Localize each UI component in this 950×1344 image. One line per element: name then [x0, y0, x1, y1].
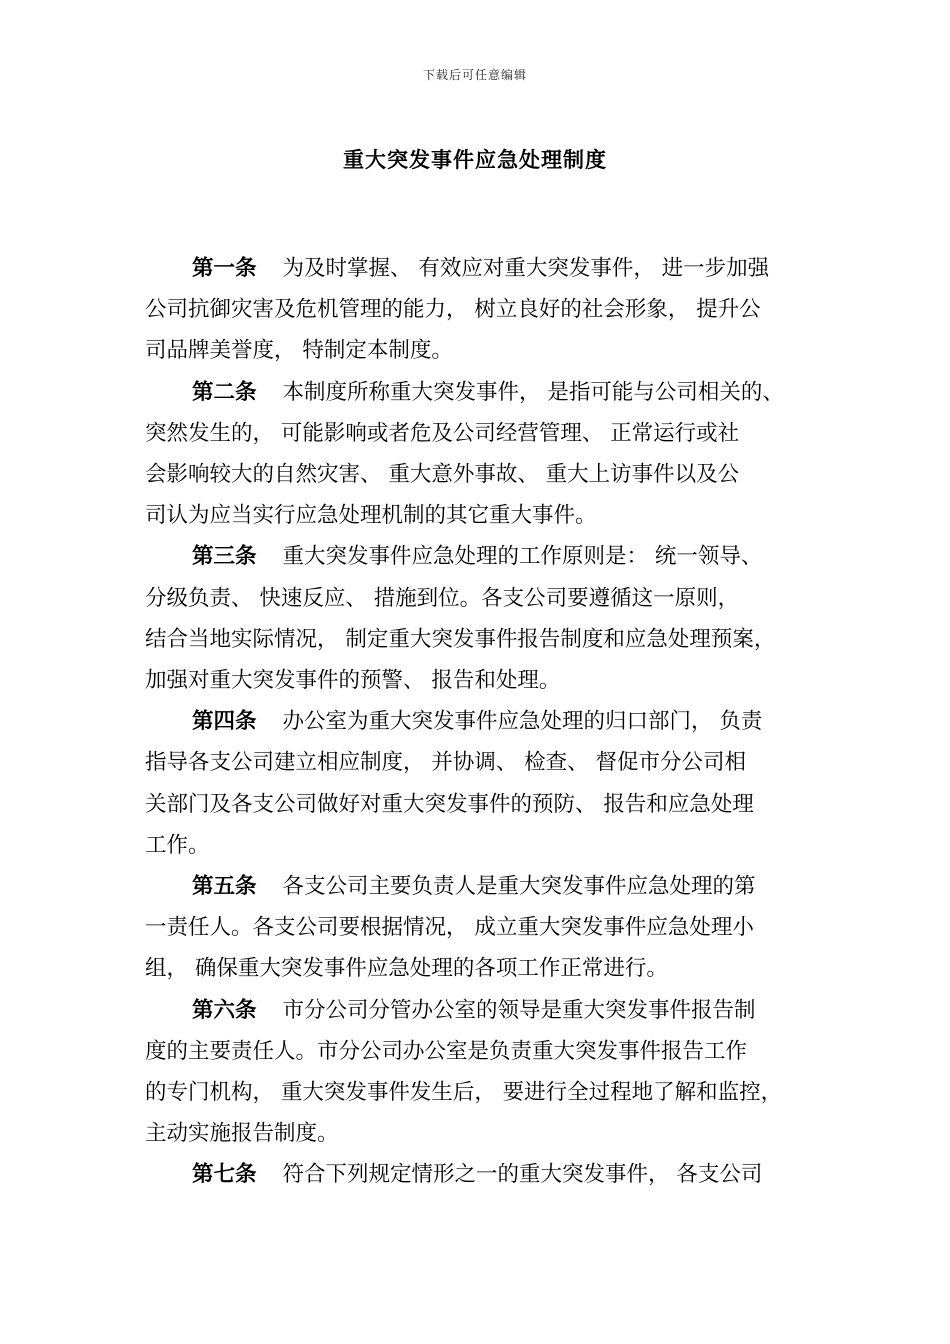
text-line — [0, 787, 950, 823]
text-line — [0, 1116, 950, 1152]
text-line — [0, 251, 950, 287]
line-text: 工作。 — [145, 832, 210, 858]
line-text: 司认为应当实行应急处理机制的其它重大事件。 — [145, 503, 597, 529]
line-text: 办公室为重大突发事件应急处理的归口部门， 负责 — [282, 709, 763, 735]
article-number: 第一条 — [192, 256, 257, 281]
line-text: 市分公司分管办公室的领导是重大突发事件报告制 — [282, 997, 756, 1023]
text-line — [0, 828, 950, 864]
line-text: 符合下列规定情形之一的重大突发事件， 各支公司 — [282, 1162, 763, 1188]
line-text: 组， 确保重大突发事件应急处理的各项工作正常进行。 — [145, 956, 668, 982]
text-line — [0, 292, 950, 328]
article-number: 第七条 — [192, 1162, 257, 1188]
line-text: 各支公司主要负责人是重大突发事件应急处理的第 — [282, 874, 756, 899]
text-line — [0, 745, 950, 781]
text-line — [0, 663, 950, 699]
text-line — [0, 622, 950, 658]
text-line — [0, 951, 950, 987]
line-text: 一责任人。各支公司要根据情况， 成立重大突发事件应急处理小 — [145, 915, 754, 941]
line-text: 关部门及各支公司做好对重大突发事件的预防、 报告和应急处理 — [145, 791, 754, 817]
text-line — [0, 704, 950, 740]
article-number: 第二条 — [192, 379, 257, 405]
article-number: 第三条 — [192, 544, 257, 570]
text-line — [0, 993, 950, 1029]
text-line — [0, 1075, 950, 1111]
article-number: 第六条 — [192, 997, 257, 1023]
line-text: 的专门机构， 重大突发事件发生后， 要进行全过程地了解和监控， — [145, 1080, 783, 1105]
line-text: 指导各支公司建立相应制度， 并协调、 检查、 督促市分公司相 — [145, 750, 747, 776]
text-line — [0, 375, 950, 411]
text-line — [0, 1157, 950, 1193]
text-line — [0, 869, 950, 905]
line-text: 分级负责、 快速反应、 措施到位。各支公司要遵循这一原则， — [145, 585, 740, 611]
article-number: 第四条 — [192, 709, 257, 735]
line-text: 结合当地实际情况， 制定重大突发事件报告制度和应急处理预案， — [145, 626, 776, 652]
article-number: 第五条 — [192, 874, 257, 899]
line-text: 会影响较大的自然灾害、 重大意外事故、 重大上访事件以及公 — [145, 462, 740, 487]
text-line — [0, 581, 950, 617]
line-text: 本制度所称重大突发事件， 是指可能与公司相关的、 — [282, 379, 784, 405]
header-note: 下载后可任意编辑 — [422, 68, 527, 82]
text-line — [0, 333, 950, 369]
text-line — [0, 1034, 950, 1070]
line-text: 加强对重大突发事件的预警、 报告和处理。 — [145, 668, 561, 693]
line-text: 度的主要责任人。市分公司办公室是负责重大突发事件报告工作 — [145, 1038, 748, 1064]
text-line — [0, 498, 950, 534]
line-text: 为及时掌握、 有效应对重大突发事件， 进一步加强 — [282, 256, 770, 281]
text-line — [0, 416, 950, 452]
text-line — [0, 457, 950, 493]
text-line — [0, 539, 950, 575]
line-text: 公司抗御灾害及危机管理的能力， 树立良好的社会形象， 提升公 — [145, 297, 761, 323]
document-title: 重大突发事件应急处理制度 — [343, 147, 607, 172]
line-text: 突然发生的， 可能影响或者危及公司经营管理、 正常运行或社 — [145, 420, 740, 446]
line-text: 主动实施报告制度。 — [145, 1121, 339, 1147]
line-text: 重大突发事件应急处理的工作原则是： 统一领导、 — [282, 544, 763, 570]
line-text: 司品牌美誉度， 特制定本制度。 — [145, 338, 453, 364]
text-line — [0, 910, 950, 946]
